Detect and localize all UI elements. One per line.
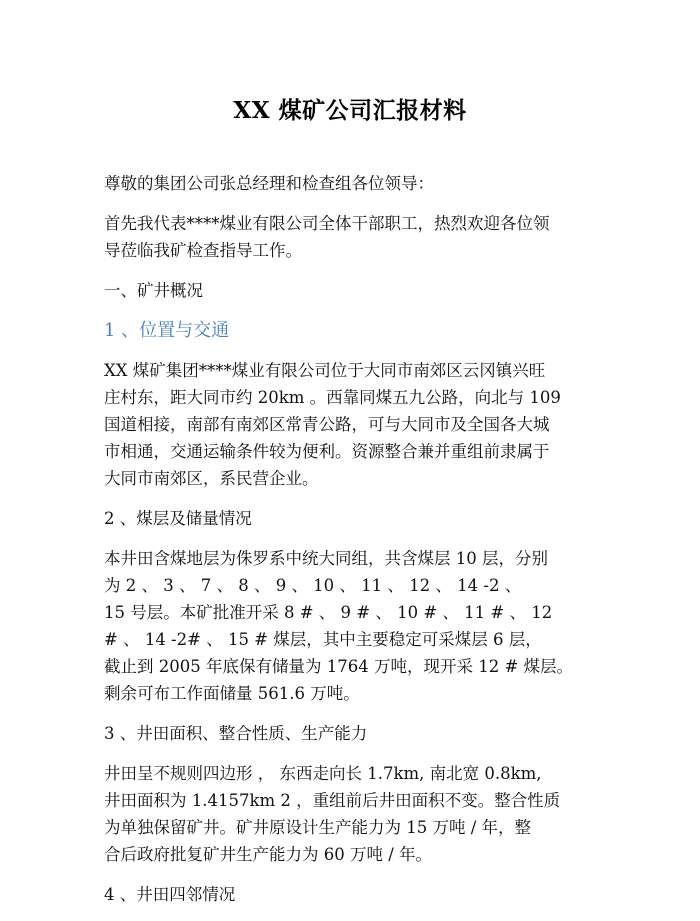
paragraph-coal-seams-reserves: 本井田含煤地层为侏罗系中统大同组，共含煤层 10 层，分别 为 2 、 3 、 7 、 8 、 9 、 10 、 11 、 12 、 14 -2 、 15 号层。本矿批准开采 8 # 、 9 # 、 10 # 、 11 # 、 12 # 、 14 -2# 、 15 # 煤层，其中主要稳定可采煤层 6 层， 截止到 2005 年底保有储量为 1764 万吨，现开采 12 # 煤层。 剩余可布工作面储量 561.6 万吨。 (104, 549, 574, 703)
document-title: XX 煤矿公司汇报材料 (233, 97, 467, 124)
subheading-neighbors: 4 、井田四邻情况 (104, 885, 236, 904)
salutation: 尊敬的集团公司张总经理和检查组各位领导： (104, 174, 434, 193)
subheading-coal-seams-reserves: 2 、煤层及储量情况 (104, 509, 252, 528)
subheading-area-capacity: 3 、井田面积、整合性质、生产能力 (104, 724, 368, 743)
document-body (104, 170, 608, 921)
paragraph-location-transport: XX 煤矿集团****煤业有限公司位于大同市南郊区云冈镇兴旺 庄村东，距大同市约 20km 。西靠同煤五九公路，向北与 109 国道相接，南部有南郊区常青公路，可与大同市及全国各大城 市相通，交通运输条件较为便利。资源整合兼并重组前隶属于 大同市南郊区，系民营企业。 (104, 361, 561, 488)
paragraph-area-capacity: 井田呈不规则四边形 ， 东西走向长 1.7km, 南北宽 0.8km, 井田面积为 1.4157km 2 ，重组前后井田面积不变。整合性质 为单独保留矿井。矿井原设计生产能力为 15 万吨 / 年，整 合后政府批复矿井生产能力为 60 万吨 / 年。 (104, 764, 561, 864)
intro-paragraph: 首先我代表****煤业有限公司全体干部职工，热烈欢迎各位领 导莅临我矿检查指导工作。 (104, 214, 550, 260)
section-heading-mine-overview: 一、矿井概况 (104, 281, 203, 300)
subheading-location-transport: 1 、位置与交通 (104, 320, 230, 341)
